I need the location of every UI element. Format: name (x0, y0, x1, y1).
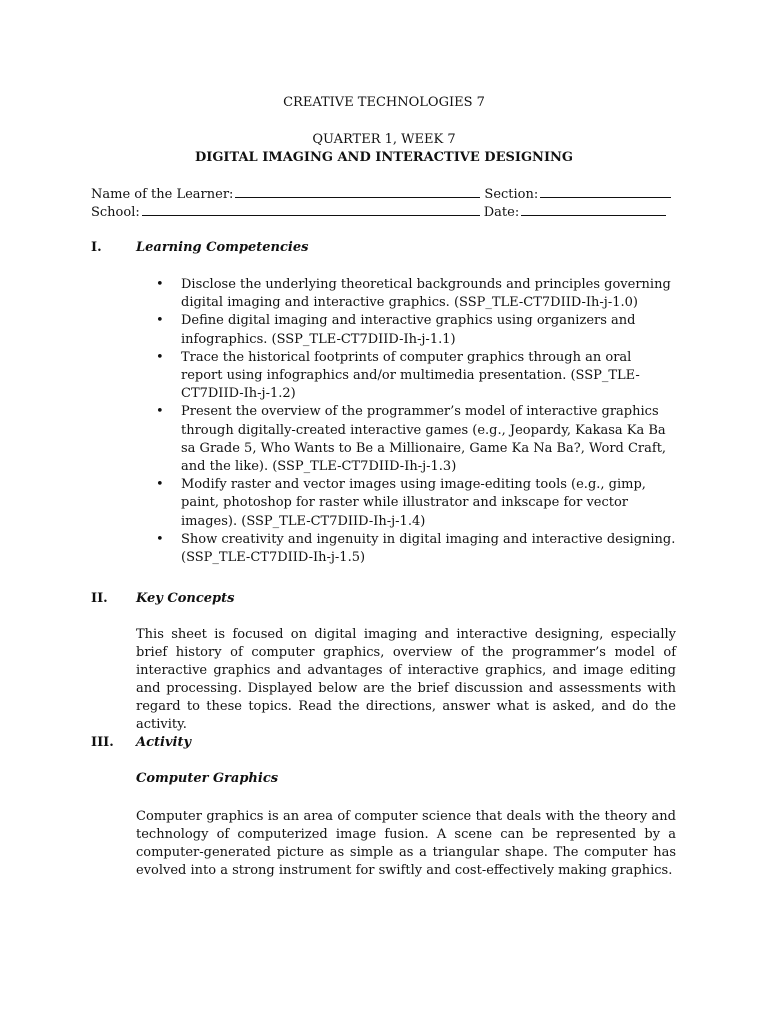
bullet-icon: • (156, 349, 164, 365)
school-label: School: (91, 205, 140, 220)
section-title-learning-competencies: Learning Competencies (136, 240, 309, 255)
school-date-row (91, 204, 675, 220)
competency-text: Trace the historical footprints of computer graphics through an oral report using infographics and/or multimedia presentation. (SSP_TLE-CT7DIID-Ih-j-1.2) (181, 349, 640, 402)
bullet-icon: • (156, 404, 164, 420)
section-label: Section: (484, 187, 539, 202)
competency-text: Define digital imaging and interactive graphics using organizers and infographics. (SSP_TLE-CT7DIID-Ih-j-1.1) (181, 313, 636, 347)
name-section-row (91, 186, 675, 202)
section-field[interactable] (540, 186, 671, 198)
section-numeral-2: II. (91, 591, 108, 606)
subject-title: CREATIVE TECHNOLOGIES 7 (283, 95, 485, 110)
list-item (156, 276, 676, 312)
section-numeral-3: III. (91, 735, 114, 750)
section-title-key-concepts: Key Concepts (136, 591, 235, 606)
computer-graphics-paragraph: Computer graphics is an area of computer science that deals with the theory and technology of computerized image fusion. A scene can be represented by a computer-generated picture as simple as a triangular shape. The computer has evolved into a strong instrument for swiftly and cost-effectively making graphics. (136, 809, 676, 878)
list-item (156, 312, 676, 348)
competency-text: Modify raster and vector images using image-editing tools (e.g., gimp, paint, photoshop for raster while illustrator and inkscape for vector images). (SSP_TLE-CT7DIID-Ih-j-1.4) (181, 477, 646, 529)
bullet-icon: • (156, 477, 164, 493)
list-item (156, 403, 676, 476)
name-field[interactable] (235, 186, 480, 198)
competency-text: Show creativity and ingenuity in digital imaging and interactive designing. (SSP_TLE-CT7DIID-Ih-j-1.5) (181, 531, 676, 566)
list-item (156, 531, 676, 567)
section-title-activity: Activity (136, 735, 191, 750)
list-item (156, 476, 676, 531)
section-numeral-1: I. (91, 240, 102, 255)
quarter-week-title: QUARTER 1, WEEK 7 (312, 132, 456, 147)
bullet-icon: • (156, 277, 164, 292)
date-label: Date: (483, 205, 520, 220)
competency-list (156, 276, 676, 567)
bullet-icon: • (156, 531, 164, 547)
computer-graphics-heading: Computer Graphics (136, 771, 279, 786)
competency-text: Present the overview of the programmer’s model of interactive graphics through digitally-created interactive games (e.g., Jeopardy, Kakasa Ka Ba sa Grade 5, Who Wants to Be a Millionaire, Game Ka Na Ba?, Word Craft, and the like). (SSP_TLE-CT7DIID-Ih-j-1.3) (181, 404, 667, 475)
topic-title: DIGITAL IMAGING AND INTERACTIVE DESIGNING (194, 150, 574, 165)
name-label: Name of the Learner: (91, 187, 234, 202)
key-concepts-paragraph: This sheet is focused on digital imaging and interactive designing, especially brief history of computer graphics, overview of the programmer’s model of interactive graphics and advantages of interactive graphics, and image editing and processing. Displayed below are the brief discussion and assessments with regard to these topics. Read the directions, answer what is asked, and do the activity. (136, 627, 676, 732)
competency-text: Disclose the underlying theoretical backgrounds and principles governing digital imaging and interactive graphics. (SSP_TLE-CT7DIID-Ih-j-1.0) (181, 277, 671, 311)
date-field[interactable] (521, 204, 666, 216)
school-field[interactable] (142, 204, 480, 216)
list-item (156, 349, 676, 404)
bullet-icon: • (156, 313, 164, 329)
